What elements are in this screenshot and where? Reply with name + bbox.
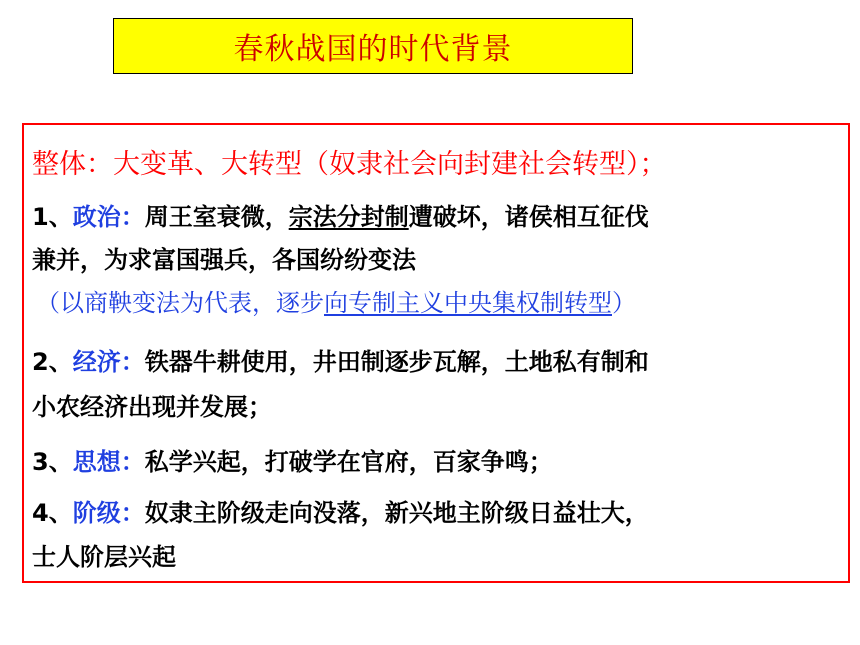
category-economy: 经济 (72, 348, 121, 376)
category-politics: 政治 (72, 203, 121, 231)
category-class: 阶级 (72, 499, 121, 527)
category-colon: ： (120, 348, 145, 376)
category-thought: 思想 (72, 448, 121, 476)
item-text: 遭破坏，诸侯相互征伐 (408, 203, 649, 231)
item-text: 周王室衰微， (144, 203, 289, 231)
note-text: 以商鞅变法为代表，逐步 (60, 289, 324, 317)
note-underlined: 向专制主义中央集权制转型 (324, 289, 612, 317)
item-number: 1、 (32, 203, 73, 231)
item-class-line2: 士人阶层兴起 (32, 543, 176, 571)
item-economy-line1 (32, 342, 649, 377)
item-text: 奴隶主阶级走向没落，新兴地主阶级日益壮大， (144, 499, 649, 527)
item-number: 2、 (32, 348, 73, 376)
underlined-term: 宗法分封制 (288, 203, 409, 231)
item-text: 铁器牛耕使用，井田制逐步瓦解，土地私有制和 (144, 348, 649, 376)
category-colon: ： (120, 203, 145, 231)
item-thought-line1 (32, 442, 553, 477)
item-number: 4、 (32, 499, 73, 527)
item-text: 私学兴起，打破学在官府，百家争鸣； (144, 448, 553, 476)
page-title: 春秋战国的时代背景 (113, 18, 633, 74)
item-number: 3、 (32, 448, 73, 476)
item-politics-line1 (32, 197, 649, 232)
overall-summary: 整体：大变革、大转型（奴隶社会向封建社会转型）； (32, 149, 667, 180)
item-class-line1 (32, 493, 649, 528)
note-close-paren: ） (612, 289, 636, 317)
note-open-paren: （ (36, 289, 60, 317)
category-colon: ： (120, 448, 145, 476)
content-panel (22, 123, 850, 583)
category-colon: ： (120, 499, 145, 527)
item-politics-line2: 兼并，为求富国强兵，各国纷纷变法 (32, 246, 416, 274)
reform-note (36, 283, 636, 318)
item-economy-line2: 小农经济出现并发展； (32, 393, 272, 421)
